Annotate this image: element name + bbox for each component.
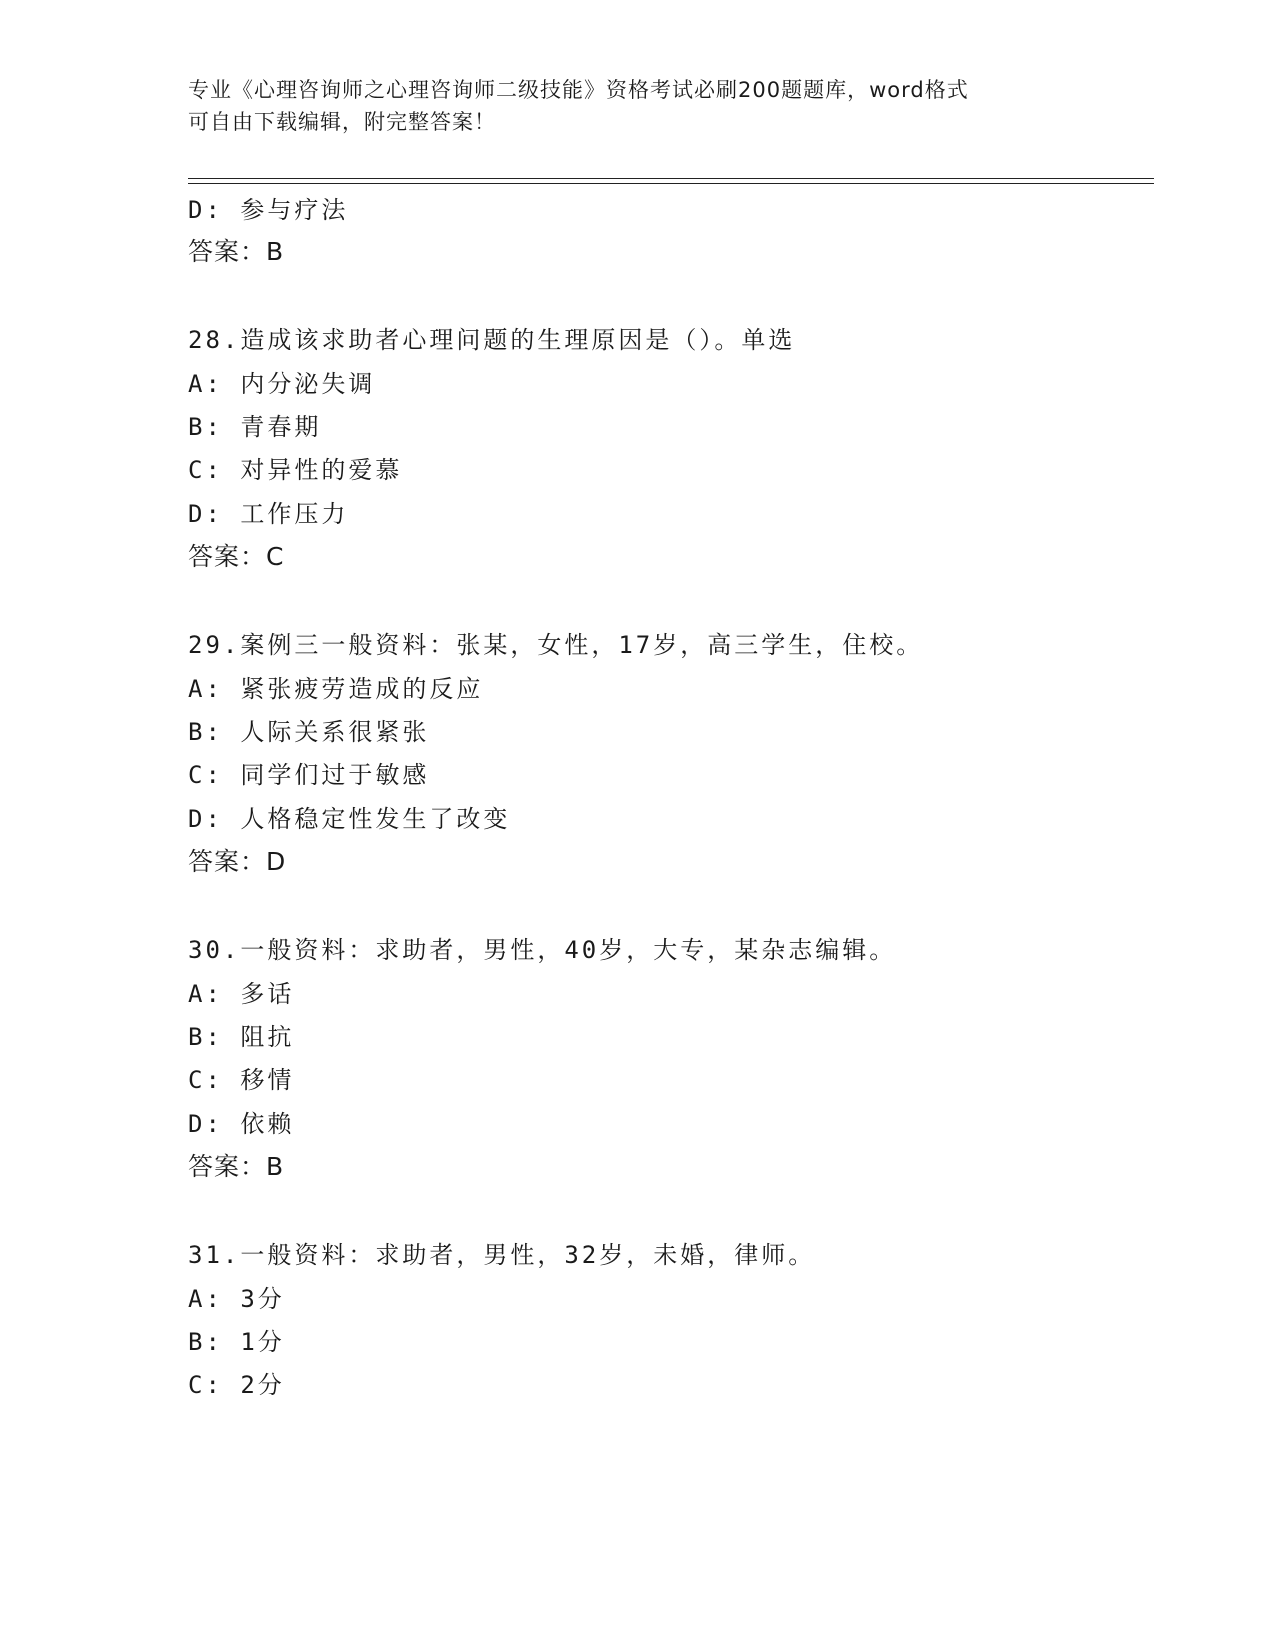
q29-option-d: D: 人格稳定性发生了改变 [188, 805, 511, 833]
q30-answer: 答案：B [188, 1152, 285, 1181]
q28-option-a: A: 内分泌失调 [188, 370, 376, 398]
q28-option-c: C: 对异性的爱慕 [188, 456, 403, 484]
header-divider-bottom [188, 183, 1154, 184]
q31-option-b: B: 1分 [188, 1328, 285, 1356]
q29-stem: 29.案例三一般资料：张某，女性，17岁，高三学生，住校。 [188, 631, 924, 659]
q31-stem: 31.一般资料：求助者，男性，32岁，未婚，律师。 [188, 1241, 816, 1269]
q30-option-a: A: 多话 [188, 980, 295, 1008]
q27-answer: 答案：B [188, 237, 285, 266]
q29-option-c: C: 同学们过于敏感 [188, 761, 430, 789]
q29-option-b: B: 人际关系很紧张 [188, 718, 430, 746]
q28-stem: 28.造成该求助者心理问题的生理原因是（）。单选 [188, 326, 796, 354]
q31-option-c: C: 2分 [188, 1371, 285, 1399]
q29-answer: 答案：D [188, 847, 287, 876]
header-line-2: 可自由下载编辑，附完整答案！ [188, 110, 496, 134]
q28-option-b: B: 青春期 [188, 413, 322, 441]
q30-option-b: B: 阻抗 [188, 1023, 295, 1051]
q30-option-c: C: 移情 [188, 1066, 295, 1094]
document-header [188, 74, 1088, 138]
header-divider-top [188, 178, 1154, 179]
header-line-1: 专业《心理咨询师之心理咨询师二级技能》资格考试必刷200题题库，word格式 [188, 78, 969, 102]
q31-option-a: A: 3分 [188, 1285, 285, 1313]
q28-option-d: D: 工作压力 [188, 500, 349, 528]
q27-option-d: D: 参与疗法 [188, 196, 349, 224]
q30-stem: 30.一般资料：求助者，男性，40岁，大专，某杂志编辑。 [188, 936, 897, 964]
q30-option-d: D: 依赖 [188, 1110, 295, 1138]
q29-option-a: A: 紧张疲劳造成的反应 [188, 675, 484, 703]
q28-answer: 答案：C [188, 542, 285, 571]
